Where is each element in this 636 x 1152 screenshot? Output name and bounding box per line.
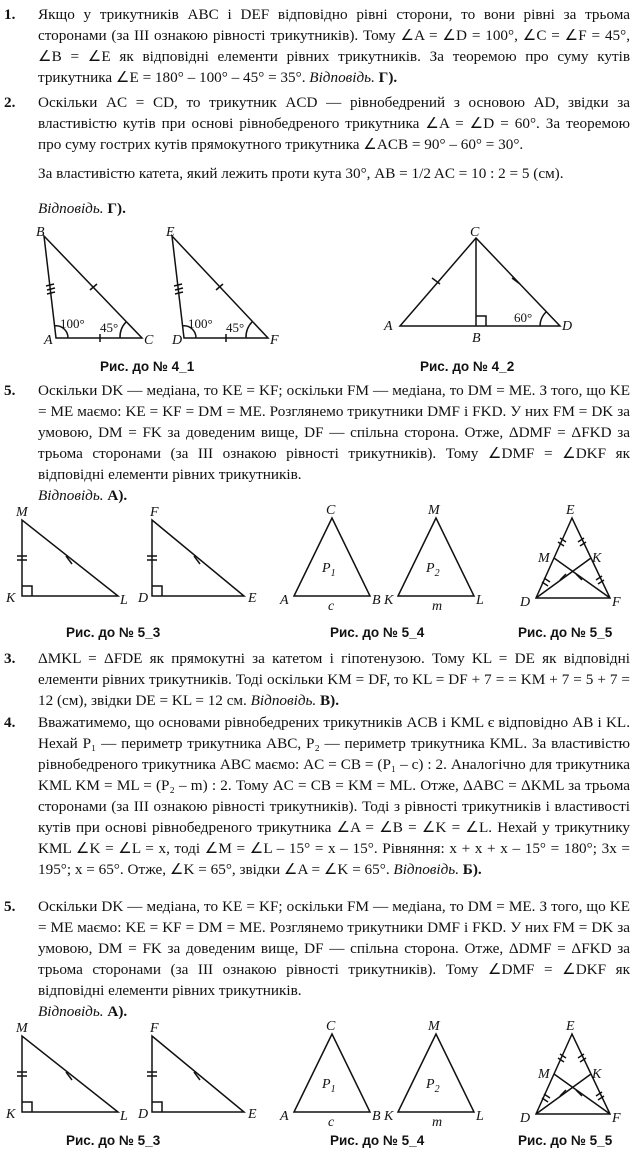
- figures-5-second: [0, 1014, 636, 1130]
- label-A: A: [280, 593, 289, 608]
- label-F: F: [150, 1021, 159, 1036]
- problem-number: 5.: [4, 898, 16, 915]
- label-P2: $P_2$: [426, 561, 440, 579]
- label-L: L: [476, 1109, 484, 1124]
- problem-3: [0, 648, 636, 714]
- label-E: E: [248, 591, 257, 606]
- problem-number: 3.: [4, 650, 16, 667]
- caption-5-5: Рис. до № 5_5: [518, 1133, 613, 1148]
- problem-text: Якщо у трикутників ABC і DEF відповідно рівні сторони, то вони рівні за трьома сторонами (за III ознакою рівності трикутників). Тому ∠A = ∠D = 100°, ∠C = ∠F = 45°, ∠B = ∠E як відповідні елементи рівних трикутників. За теоремою про суму кутів трикутника ∠E = 180° – 100° – 45° = 35°. Відповідь. Г).: [38, 6, 630, 86]
- problem-5-first: [0, 380, 636, 504]
- label-M: M: [538, 1067, 550, 1082]
- label-F: F: [150, 505, 159, 520]
- label-D: D: [562, 319, 573, 334]
- answer-label: Відповідь.: [250, 692, 317, 709]
- label-P1: $P_1$: [322, 1077, 336, 1095]
- label-P1: $P_1$: [322, 561, 336, 579]
- answer: Г).: [107, 200, 126, 217]
- label-D: D: [172, 333, 183, 348]
- problem-5-second: [0, 896, 636, 1020]
- figure-4-1: [0, 222, 636, 352]
- problem-text: Вважатимемо, що основами рівнобедрених трикутників ACB і KML є відповідно AB і KL. Нехай P₁ — периметр трикутника ABC, P₂ — периметр трикутника KML. За властивістю рівнобедреного трикутника ABC маємо: AC = CB = (P₁ – c) : 2. Аналогічно для трикутника KML KM = ML = (P₂ – m) : 2. Тому AC = CB = KM = ML. Отже, ΔABC = ΔKML за трьома сторонами (за III ознакою рівності трикутників). Тоді з рівності трикутників і властивості кутів при основі рівнобедреного трикутника ∠A = ∠B = ∠K = ∠L. Нехай у трикутнику KML ∠K = ∠L = x, тоді ∠M = ∠L – 15° = x – 15°. Рівняння: x + x + x – 15° = 180°; 3x = 195°; x = 65°. Отже, ∠K = 65°, звідки ∠A = ∠K = 65°. Відповідь. Б).: [38, 714, 630, 878]
- label-B: B: [372, 1109, 381, 1124]
- problem-2: [0, 92, 636, 222]
- answer-line: [38, 198, 126, 219]
- label-m: m: [432, 599, 443, 614]
- label-D: D: [520, 595, 531, 610]
- label-M: M: [16, 505, 28, 520]
- label-m: m: [432, 1115, 443, 1130]
- problem-number: 2.: [4, 94, 16, 111]
- answer-label: Відповідь.: [38, 1003, 104, 1020]
- label-K: K: [6, 1107, 16, 1122]
- caption-5-4: Рис. до № 5_4: [330, 625, 425, 640]
- label-K: K: [384, 1109, 394, 1124]
- problem-text: Оскільки DK — медіана, то KE = KF; оскільки FM — медіана, то DM = ME. З того, що KE = ME маємо: KE = KF = DM = ME. Розглянемо трикутники DMF і FKD. У них FM = DK за умовою, DM = FK за доведеним вище, DF — спільна сторона. Отже, ΔDMF = ΔFKD за трьома сторонами (за III ознакою рівності трикутників). Тому ∠DMF = ∠DKF як відповідні елементи рівних трикутників. Відповідь. А).: [38, 898, 630, 1020]
- answer-label: Відповідь.: [38, 487, 104, 504]
- caption-5-3: Рис. до № 5_3: [66, 625, 161, 640]
- label-K: K: [6, 591, 16, 606]
- problem-number: 1.: [4, 6, 16, 23]
- label-F: F: [612, 595, 621, 610]
- label-L: L: [476, 593, 484, 608]
- label-K: K: [592, 1067, 602, 1082]
- label-C: C: [470, 225, 480, 240]
- label-K: K: [384, 593, 394, 608]
- problem-1: [0, 4, 636, 90]
- label-D: D: [138, 591, 149, 606]
- angle-60: 60°: [514, 310, 533, 325]
- label-F: F: [612, 1111, 621, 1126]
- label-L: L: [120, 1109, 128, 1124]
- problem-text: Оскільки AC = CD, то трикутник ACD — рівнобедрений з основою AD, звідки за властивістю кутів при основі рівнобедреного трикутника ∠A = ∠D = 60°. За теоремою про суму гострих кутів прямокутного трикутника ∠ACB = 90° – 60° = 30°. За властивістю катета, який лежить проти кута 30°, AB = 1/2 AC = 10 : 2 = 5 (см).: [38, 94, 630, 182]
- answer-label: Відповідь.: [393, 861, 459, 878]
- label-F: F: [270, 333, 279, 348]
- label-E: E: [166, 225, 175, 240]
- label-P2: $P_2$: [426, 1077, 440, 1095]
- problem-4: [0, 712, 636, 892]
- answer: Б).: [462, 861, 482, 878]
- label-M: M: [538, 551, 550, 566]
- label-C: C: [144, 333, 154, 348]
- label-c: c: [328, 599, 335, 614]
- label-M: M: [16, 1021, 28, 1036]
- angle-100: 100°: [60, 316, 85, 331]
- caption-5-3: Рис. до № 5_3: [66, 1133, 161, 1148]
- problem-text: Оскільки DK — медіана, то KE = KF; оскільки FM — медіана, то DM = ME. З того, що KE = ME маємо: KE = KF = DM = ME. Розглянемо трикутники DMF і FKD. У них FM = DK за умовою, DM = FK за доведеним вище, DF — спільна сторона. Отже, ΔDMF = ΔFKD за трьома сторонами (за III ознакою рівності трикутників). Тому ∠DMF = ∠DKF як відповідні елементи рівних трикутників. Відповідь. А).: [38, 382, 630, 504]
- angle-45: 45°: [226, 320, 245, 335]
- label-B: B: [372, 593, 381, 608]
- label-K: K: [592, 551, 602, 566]
- caption-4-2: Рис. до № 4_2: [420, 359, 515, 374]
- caption-4-1: Рис. до № 4_1: [100, 359, 195, 374]
- label-B: B: [472, 331, 481, 346]
- figures-5-first: [0, 500, 636, 612]
- label-c: c: [328, 1115, 335, 1130]
- answer: Г).: [378, 69, 398, 86]
- label-E: E: [566, 1019, 575, 1034]
- label-L: L: [120, 593, 128, 608]
- label-C: C: [326, 503, 336, 518]
- label-E: E: [248, 1107, 257, 1122]
- answer: А).: [107, 487, 128, 504]
- caption-5-5: Рис. до № 5_5: [518, 625, 613, 640]
- answer-label: Відповідь.: [38, 200, 104, 217]
- problem-text: ΔMKL = ΔFDE як прямокутні за катетом і гіпотенузою. Тому KL = DE як відповідні елементи рівних трикутників. Тоді оскільки KM = DF, то KL = DF + 7 = = KM + 7 = 5 + 7 = 12 (см), звідки DE = KL = 12 см. Відповідь. В).: [38, 650, 630, 709]
- label-D: D: [138, 1107, 149, 1122]
- angle-45: 45°: [100, 320, 119, 335]
- answer: А).: [107, 1003, 128, 1020]
- label-A: A: [384, 319, 393, 334]
- label-M: M: [428, 503, 440, 518]
- answer: В).: [320, 692, 339, 709]
- label-M: M: [428, 1019, 440, 1034]
- caption-5-4: Рис. до № 5_4: [330, 1133, 425, 1148]
- label-A: A: [44, 333, 53, 348]
- label-A: A: [280, 1109, 289, 1124]
- label-E: E: [566, 503, 575, 518]
- label-D: D: [520, 1111, 531, 1126]
- answer-label: Відповідь.: [309, 69, 375, 86]
- angle-100: 100°: [188, 316, 213, 331]
- problem-number: 5.: [4, 382, 16, 399]
- label-C: C: [326, 1019, 336, 1034]
- label-B: B: [36, 225, 45, 240]
- problem-number: 4.: [4, 714, 16, 731]
